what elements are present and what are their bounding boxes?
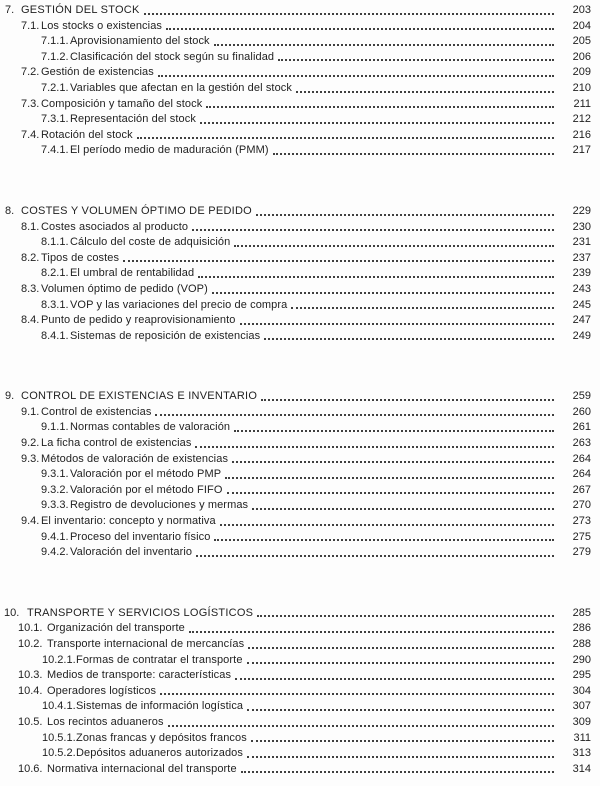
entry-number: 9.2. [21, 437, 40, 450]
toc-row [0, 329, 591, 345]
toc-row [0, 762, 591, 778]
entry-page: 204 [572, 19, 591, 32]
toc-row [0, 50, 591, 66]
toc-row [0, 715, 591, 731]
entry-number: 9.3.3. [41, 499, 69, 512]
dot-leader [195, 446, 554, 448]
entry-page: 314 [572, 762, 591, 775]
entry-number: 10.2. [18, 638, 43, 650]
dot-leader [160, 693, 554, 695]
entry-number: 9.3. [21, 452, 40, 465]
dot-leader [189, 631, 554, 633]
dot-leader [241, 771, 554, 773]
toc-row [0, 251, 591, 267]
entry-page: 295 [572, 669, 591, 682]
entry-title: Composición y tamaño del stock [41, 97, 203, 110]
dot-leader [192, 229, 554, 231]
entry-number: 7.1. [21, 19, 40, 32]
toc-chapter [0, 606, 591, 778]
entry-number: 10.4.1. [42, 700, 76, 713]
toc-chapter [0, 204, 591, 344]
entry-number: 7.1.2. [41, 50, 69, 63]
dot-leader [240, 323, 555, 325]
entry-number: 8.1.1. [41, 236, 69, 249]
entry-title: CONTROL DE EXISTENCIAS E INVENTARIO [21, 390, 258, 403]
entry-title: Normativa internacional del transporte [47, 762, 237, 775]
toc-row [0, 81, 591, 97]
entry-page: 285 [572, 606, 591, 619]
entry-number: 10.5.2. [42, 747, 76, 760]
entry-title: Normas contables de valoración [70, 421, 231, 434]
toc-row [0, 220, 591, 236]
entry-page: 211 [573, 97, 591, 110]
entry-page: 231 [572, 236, 591, 249]
entry-title: Organización del transporte [47, 622, 185, 635]
entry-page: 313 [572, 747, 591, 760]
dot-leader [198, 276, 554, 278]
entry-number: 7.3.1. [41, 113, 69, 126]
dot-leader [227, 492, 555, 494]
entry-number: 10.1. [18, 622, 43, 635]
dot-leader [235, 678, 554, 680]
entry-title: Representación del stock [70, 113, 196, 126]
toc-row [0, 282, 591, 298]
entry-number: 10.5.1. [42, 731, 76, 744]
toc-row [0, 298, 591, 314]
dot-leader [247, 662, 554, 664]
toc-row [0, 545, 591, 561]
entry-number: 7.4. [21, 128, 40, 141]
entry-page: 311 [573, 731, 591, 744]
entry-title: Sistemas de reposición de existencias [70, 329, 261, 342]
entry-title: Punto de pedido y reaprovisionamiento [41, 314, 236, 327]
entry-number: 10.2.1. [42, 653, 76, 666]
toc-row [0, 34, 591, 50]
dot-leader [252, 508, 554, 510]
toc-row [0, 467, 591, 483]
entry-page: 217 [572, 144, 591, 157]
entry-page: 273 [572, 515, 591, 528]
dot-leader [247, 709, 554, 711]
entry-number: 7.1.1. [41, 35, 69, 48]
toc-row [0, 420, 591, 436]
dot-leader [168, 725, 554, 727]
entry-page: 267 [572, 483, 591, 496]
entry-title: Operadores logísticos [47, 684, 157, 697]
entry-page: 229 [572, 204, 591, 217]
entry-page: 206 [572, 50, 591, 63]
entry-page: 247 [572, 314, 591, 327]
entry-title: Transporte internacional de mercancías [47, 638, 245, 650]
toc-row [0, 204, 591, 220]
toc-row [0, 389, 591, 405]
toc-row [0, 530, 591, 546]
dot-leader [278, 59, 554, 61]
dot-leader [206, 106, 554, 108]
dot-leader [144, 13, 554, 15]
entry-title: El período medio de maduración (PMM) [70, 144, 269, 157]
entry-page: 245 [572, 298, 591, 311]
entry-number: 7. [5, 4, 15, 16]
entry-title: Medios de transporte: características [47, 669, 232, 682]
entry-page: 249 [572, 329, 591, 342]
toc-row [0, 699, 591, 715]
entry-number: 8.2.1. [41, 267, 69, 280]
toc-row [0, 3, 591, 19]
entry-page: 261 [572, 421, 591, 434]
dot-leader [264, 338, 554, 340]
entry-title: Los stocks o existencias [41, 19, 163, 32]
entry-title: Rotación del stock [41, 128, 133, 141]
toc-row [0, 235, 591, 251]
toc-row [0, 606, 591, 622]
entry-page: 288 [572, 638, 591, 650]
entry-number: 10.4. [18, 684, 43, 697]
dot-leader [247, 756, 554, 758]
dot-leader [166, 28, 554, 30]
toc-row [0, 97, 591, 113]
entry-title: Zonas francas y depósitos francos [76, 731, 247, 744]
dot-leader [214, 44, 554, 46]
toc-row [0, 731, 591, 747]
entry-title: Valoración del inventario [70, 546, 193, 559]
toc-row [0, 19, 591, 35]
entry-number: 9.4.2. [41, 546, 69, 559]
entry-page: 209 [572, 66, 591, 79]
entry-page: 270 [572, 499, 591, 512]
entry-title: Tipos de costes [41, 251, 120, 264]
toc-row [0, 65, 591, 81]
entry-page: 264 [572, 452, 591, 465]
entry-title: Gestión de existencias [41, 66, 154, 79]
dot-leader [234, 430, 554, 432]
dot-leader [214, 539, 554, 541]
dot-leader [196, 555, 554, 557]
entry-page: 264 [572, 468, 591, 481]
entry-page: 259 [572, 390, 591, 403]
entry-number: 9.4. [21, 515, 40, 528]
entry-number: 9. [5, 390, 15, 403]
entry-number: 9.4.1. [41, 530, 69, 543]
entry-number: 9.3.1. [41, 468, 69, 481]
toc-row [0, 498, 591, 514]
toc-row [0, 313, 591, 329]
entry-number: 8. [5, 204, 15, 217]
entry-page: 309 [572, 715, 591, 728]
entry-title: Formas de contratar el transporte [76, 653, 243, 666]
entry-title: El inventario: concepto y normativa [41, 515, 216, 528]
entry-number: 7.2. [21, 66, 40, 79]
entry-title: La ficha control de existencias [41, 437, 192, 450]
entry-number: 10.3. [18, 669, 43, 682]
entry-title: Clasificación del stock según su finalidad [70, 50, 275, 63]
entry-number: 10.5. [18, 715, 43, 728]
entry-title: Valoración por el método PMP [70, 468, 222, 481]
toc-row [0, 405, 591, 421]
entry-title: Proceso del inventario físico [70, 530, 211, 543]
entry-title: Valoración por el método FIFO [70, 483, 223, 496]
entry-number: 8.1. [21, 220, 40, 233]
entry-page: 237 [572, 251, 591, 264]
entry-page: 205 [572, 35, 591, 48]
entry-title: Volumen óptimo de pedido (VOP) [41, 282, 208, 295]
entry-number: 10.6. [18, 762, 43, 775]
dot-leader [248, 647, 554, 649]
entry-number: 9.1. [21, 405, 40, 418]
dot-leader [212, 292, 554, 294]
entry-title: El umbral de rentabilidad [70, 267, 195, 280]
entry-title: Depósitos aduaneros autorizados [76, 747, 243, 760]
entry-page: 239 [572, 267, 591, 280]
toc-row [0, 436, 591, 452]
toc-row [0, 143, 591, 159]
entry-number: 8.4.1. [41, 329, 69, 342]
entry-title: Cálculo del coste de adquisición [70, 236, 231, 249]
toc-chapter [0, 389, 591, 561]
toc-row [0, 637, 591, 653]
entry-page: 212 [572, 113, 591, 126]
entry-page: 279 [572, 546, 591, 559]
dot-leader [158, 75, 554, 77]
entry-page: 275 [572, 530, 591, 543]
entry-page: 304 [572, 684, 591, 697]
entry-page: 260 [572, 405, 591, 418]
entry-page: 286 [572, 622, 591, 635]
dot-leader [220, 524, 554, 526]
entry-title: VOP y las variaciones del precio de compra [70, 298, 288, 311]
dot-leader [123, 260, 554, 262]
toc-row [0, 668, 591, 684]
entry-number: 9.1.1. [41, 421, 69, 434]
entry-page: 210 [572, 81, 591, 94]
dot-leader [256, 214, 554, 216]
entry-page: 243 [572, 282, 591, 295]
entry-title: Variables que afectan en la gestión del stock [70, 81, 292, 94]
entry-title: COSTES Y VOLUMEN ÓPTIMO DE PEDIDO [21, 204, 252, 217]
entry-page: 203 [572, 4, 591, 16]
dot-leader [200, 122, 554, 124]
entry-number: 10. [4, 606, 20, 619]
dot-leader [261, 399, 554, 401]
entry-number: 7.2.1. [41, 81, 69, 94]
entry-title: GESTIÓN DEL STOCK [21, 4, 140, 16]
toc-chapter [0, 3, 591, 159]
dot-leader [137, 137, 554, 139]
entry-page: 290 [572, 653, 591, 666]
entry-title: Registro de devoluciones y mermas [70, 499, 249, 512]
entry-title: Control de existencias [41, 405, 152, 418]
entry-page: 216 [572, 128, 591, 141]
entry-number: 8.3.1. [41, 298, 69, 311]
entry-number: 8.3. [21, 282, 40, 295]
toc-row [0, 746, 591, 762]
toc-row [0, 112, 591, 128]
toc-row [0, 452, 591, 468]
entry-title: TRANSPORTE Y SERVICIOS LOGÍSTICOS [27, 606, 254, 619]
toc-row [0, 653, 591, 669]
entry-title: Costes asociados al producto [41, 220, 189, 233]
toc-row [0, 684, 591, 700]
entry-title: Métodos de valoración de existencias [41, 452, 229, 465]
entry-page: 263 [572, 437, 591, 450]
toc-row [0, 621, 591, 637]
entry-title: Los recintos aduaneros [47, 715, 164, 728]
dot-leader [257, 615, 554, 617]
toc-row [0, 514, 591, 530]
dot-leader [273, 153, 554, 155]
dot-leader [225, 477, 554, 479]
dot-leader [251, 740, 554, 742]
dot-leader [234, 245, 554, 247]
dot-leader [232, 461, 554, 463]
entry-title: Aprovisionamiento del stock [70, 35, 210, 48]
entry-page: 307 [572, 700, 591, 713]
entry-number: 8.2. [21, 251, 40, 264]
entry-number: 7.4.1. [41, 144, 69, 157]
dot-leader [296, 91, 554, 93]
dot-leader [155, 414, 554, 416]
entry-title: Sistemas de información logística [76, 700, 244, 713]
entry-number: 8.4. [21, 314, 40, 327]
toc-row [0, 483, 591, 499]
entry-page: 230 [572, 220, 591, 233]
entry-number: 7.3. [21, 97, 40, 110]
dot-leader [291, 307, 554, 309]
entry-number: 9.3.2. [41, 483, 69, 496]
toc-row [0, 128, 591, 144]
toc-row [0, 266, 591, 282]
